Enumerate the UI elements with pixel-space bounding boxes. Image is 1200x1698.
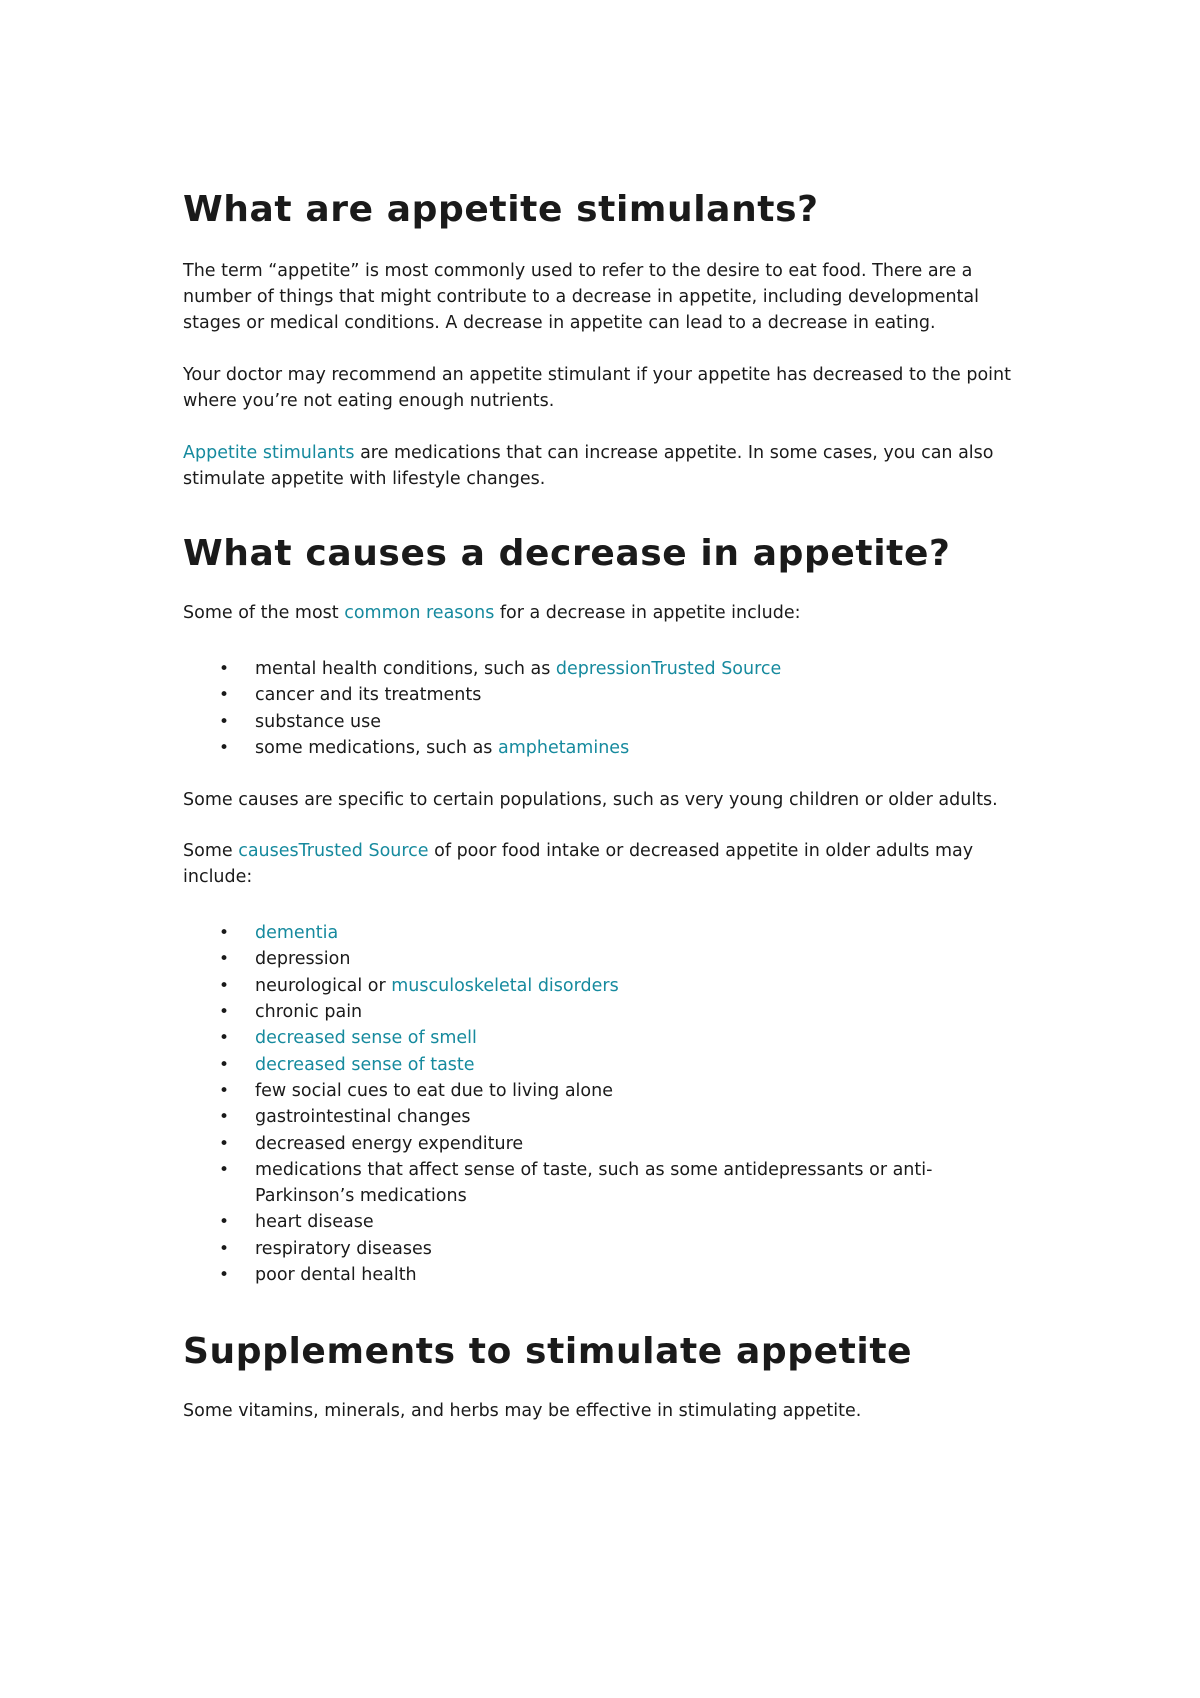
list-item: • heart disease xyxy=(255,1209,1023,1235)
paragraph-appetite-definition: The term “appetite” is most commonly used to refer to the desire to eat food. There are a number of things that might contribute to a decrease in appetite, including developmental stages or medical conditions. A decrease in appetite can lead to a decrease in eating. xyxy=(183,261,980,333)
paragraph-doctor-recommendation: Your doctor may recommend an appetite stimulant if your appetite has decreased to the point where you’re not eating enough nutrients. xyxy=(183,365,1011,411)
list-item xyxy=(255,920,1023,946)
list-item xyxy=(255,1052,1023,1078)
paragraph-text: Some of the most xyxy=(183,603,345,623)
list-item: • medications that affect sense of taste, such as some antidepressants or anti-Parkinson’s medications xyxy=(255,1157,1023,1210)
paragraph-text: Some xyxy=(183,841,239,862)
paragraph-supplements: Some vitamins, minerals, and herbs may be effective in stimulating appetite. xyxy=(183,1401,862,1422)
list-item: • chronic pain xyxy=(255,999,1023,1025)
list-item: • gastrointestinal changes xyxy=(255,1104,1023,1130)
link-appetite-stimulants[interactable]: Appetite stimulants xyxy=(183,443,355,463)
heading-supplements: Supplements to stimulate appetite xyxy=(183,1331,913,1373)
list-item-text: neurological or xyxy=(255,975,392,996)
paragraph-text: for a decrease in appetite include: xyxy=(494,603,801,623)
list-item: • respiratory diseases xyxy=(255,1236,1023,1262)
paragraph-older-adults xyxy=(183,838,1023,890)
link-decreased-taste[interactable]: decreased sense of taste xyxy=(255,1054,475,1075)
paragraph-appetite-stimulants xyxy=(183,440,1023,492)
paragraph-common-reasons xyxy=(183,600,1023,626)
list-item xyxy=(255,735,1023,761)
link-dementia[interactable]: dementia xyxy=(255,923,339,944)
list-older-adult-causes xyxy=(183,920,1023,1288)
list-item xyxy=(255,1025,1023,1051)
paragraph-text: of poor food intake or decreased appetite in older adults may include: xyxy=(183,841,974,888)
link-depression-source[interactable]: depressionTrusted Source xyxy=(555,659,782,679)
link-causes-source[interactable]: causesTrusted Source xyxy=(238,841,429,862)
link-musculoskeletal-disorders[interactable]: musculoskeletal disorders xyxy=(391,975,619,996)
heading-appetite-stimulants: What are appetite stimulants? xyxy=(183,189,819,230)
article-body xyxy=(183,188,1023,1424)
list-item: • few social cues to eat due to living alone xyxy=(255,1078,1023,1104)
link-decreased-smell[interactable]: decreased sense of smell xyxy=(255,1028,477,1049)
list-item: • depression xyxy=(255,946,1023,972)
paragraph-specific-populations: Some causes are specific to certain populations, such as very young children or older adults. xyxy=(183,790,998,811)
link-common-reasons[interactable]: common reasons xyxy=(344,603,495,623)
paragraph-text: are medications that can increase appetite. In some cases, you can also stimulate appetite with lifestyle changes. xyxy=(183,443,994,489)
list-item-text: some medications, such as xyxy=(255,737,498,758)
list-item-text: mental health conditions, such as xyxy=(255,659,556,679)
list-item xyxy=(255,656,1023,682)
link-amphetamines[interactable]: amphetamines xyxy=(497,737,630,758)
list-common-reasons xyxy=(183,656,1023,761)
list-item: • cancer and its treatments xyxy=(255,682,1023,708)
list-item: • decreased energy expenditure xyxy=(255,1131,1023,1157)
list-item xyxy=(255,973,1023,999)
list-item: • poor dental health xyxy=(255,1262,1023,1288)
heading-causes-decrease: What causes a decrease in appetite? xyxy=(183,533,951,574)
list-item: • substance use xyxy=(255,709,1023,735)
